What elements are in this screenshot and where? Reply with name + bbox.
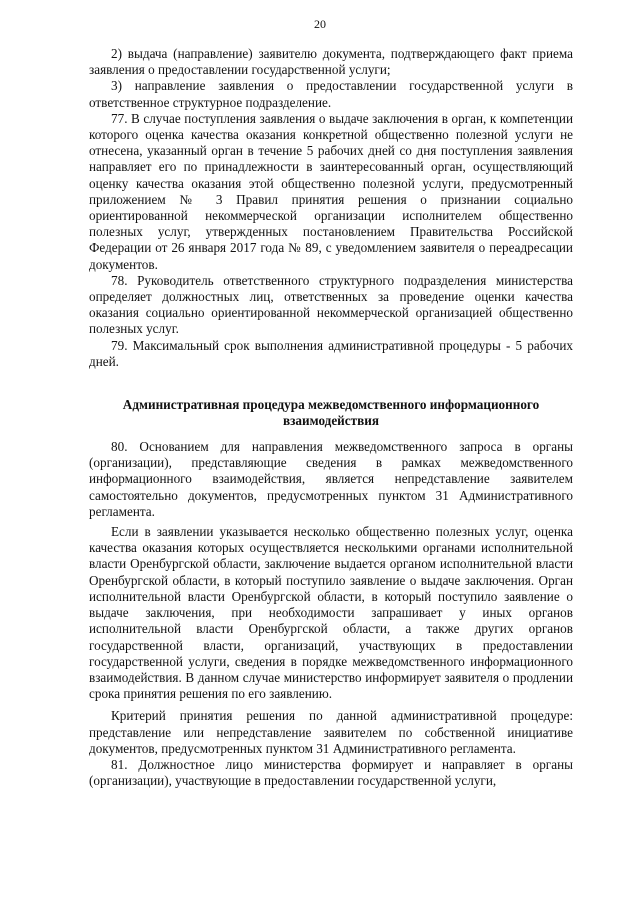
section-heading: Административная процедура межведомственного информационного взаимодействия — [122, 397, 540, 429]
paragraph-multiple-services: Если в заявлении указывается несколько общественно полезных услуг, оценка качества оказания которых осуществляется несколькими органами исполнительной власти Оренбургской области, заключение выдается органом исполнительной власти Оренбургской области, в который поступило заявление о выдаче заключения. Орган исполнительной власти Оренбургской области, в который поступило заявление о выдаче заключения, при необходимости запрашивает у иных органов исполнительной власти Оренбургской области, а также других органов государственной власти, организаций, участвующих в предоставлении государственной услуги, сведения в порядке межведомственного информационного взаимодействия. В данном случае министерство информирует заявителя о продлении срока принятия решения по его заявлению. — [89, 524, 573, 702]
paragraph-78: 78. Руководитель ответственного структурного подразделения министерства определяет должностных лиц, ответственных за проведение оценки качества оказания социально ориентированной некоммерческой организацией общественно полезных услуг. — [89, 272, 573, 337]
paragraph-79: 79. Максимальный срок выполнения административной процедуры - 5 рабочих дней. — [89, 337, 573, 369]
paragraph-item-3: 3) направление заявления о предоставлении государственной услуги в ответственное структурное подразделение. — [89, 78, 573, 110]
paragraph-81: 81. Должностное лицо министерства формирует и направляет в органы (организации), участвующие в предоставлении государственной услуги, — [89, 756, 573, 789]
paragraph-77: 77. В случае поступления заявления о выдаче заключения в орган, к компетенции которого оценка качества оказания конкретной общественно полезной услуги не отнесена, указанный орган в течение 5 рабочих дней со дня поступления заявления направляет его по принадлежности в заинтересованный орган, осуществляющий оценку качества оказания этой общественно полезной услуги, предусмотренный приложением № 3 Правил принятия решения о признании социально ориентированной некоммерческой организации исполнителем общественно полезных услуг, утвержденных постановлением Правительства Российской Федерации от 26 января 2017 года № 89, с уведомлением заявителя о переадресации документов. — [89, 110, 573, 272]
page-number: 20 — [314, 17, 326, 31]
paragraph-80: 80. Основанием для направления межведомственного запроса в органы (организации), представляющие сведения в рамках межведомственного информационного взаимодействия, является непредставление заявителем самостоятельно документов, предусмотренных пунктом 31 Административного регламента. — [89, 439, 573, 519]
paragraph-item-2: 2) выдача (направление) заявителю документа, подтверждающего факт приема заявления о предоставлении государственной услуги; — [89, 46, 573, 78]
paragraph-decision-criterion: Критерий принятия решения по данной административной процедуре: представление или непредставление заявителем по собственной инициативе документов, предусмотренных пунктом 31 Административного регламента. — [89, 708, 573, 756]
document-body — [89, 46, 573, 789]
